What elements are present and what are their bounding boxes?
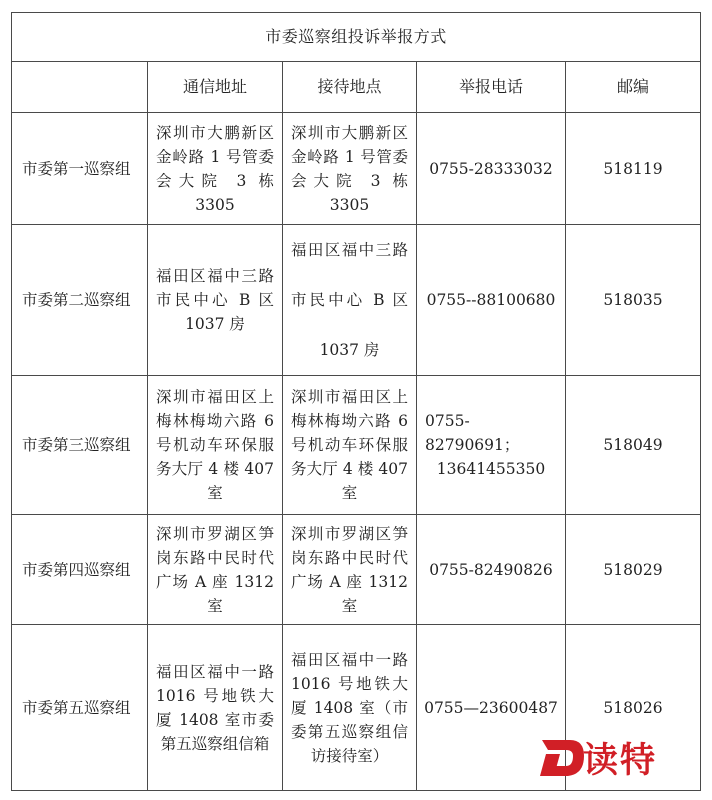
- table-title: 市委巡察组投诉举报方式: [12, 13, 701, 62]
- header-reception: 接待地点: [283, 62, 417, 113]
- table-row: [12, 515, 701, 625]
- reception-address: 福田区福中三路市民中心 B 区 1037 房: [283, 225, 417, 376]
- postcode: 518035: [566, 225, 701, 376]
- phone-number: 0755-82790691；13641455350: [417, 376, 566, 515]
- postcode: 518026: [566, 625, 701, 791]
- header-mail-address: 通信地址: [148, 62, 283, 113]
- group-name: 市委第四巡察组: [12, 515, 148, 625]
- mail-address: 福田区福中一路 1016 号地铁大厦 1408 室市委第五巡察组信箱: [148, 625, 283, 791]
- phone-number: 0755—23600487: [417, 625, 566, 791]
- group-name: 市委第三巡察组: [12, 376, 148, 515]
- phone-number: 0755-28333032: [417, 113, 566, 225]
- postcode: 518029: [566, 515, 701, 625]
- mail-address: 深圳市福田区上梅林梅坳六路 6 号机动车环保服务大厅 4 楼 407 室: [148, 376, 283, 515]
- mail-address: 深圳市罗湖区笋岗东路中民时代广场 A 座 1312 室: [148, 515, 283, 625]
- mail-address: 深圳市大鹏新区金岭路 1 号管委会大院 3 栋 3305: [148, 113, 283, 225]
- phone-number: 0755-82490826: [417, 515, 566, 625]
- header-phone: 举报电话: [417, 62, 566, 113]
- reception-address: 深圳市福田区上梅林梅坳六路 6 号机动车环保服务大厅 4 楼 407 室: [283, 376, 417, 515]
- header-row: [12, 62, 701, 113]
- group-name: 市委第一巡察组: [12, 113, 148, 225]
- table-row: [12, 376, 701, 515]
- phone-number: 0755--88100680: [417, 225, 566, 376]
- postcode: 518049: [566, 376, 701, 515]
- inspection-complaint-table: [11, 12, 701, 791]
- group-name: 市委第二巡察组: [12, 225, 148, 376]
- table-row: [12, 113, 701, 225]
- group-name: 市委第五巡察组: [12, 625, 148, 791]
- mail-address: 福田区福中三路市民中心 B 区 1037 房: [148, 225, 283, 376]
- header-blank: [12, 62, 148, 113]
- reception-address: 深圳市大鹏新区金岭路 1 号管委会大院 3 栋 3305: [283, 113, 417, 225]
- table-row: [12, 225, 701, 376]
- postcode: 518119: [566, 113, 701, 225]
- reception-address: 福田区福中一路 1016 号地铁大厦 1408 室（市委第五巡察组信访接待室）: [283, 625, 417, 791]
- watermark-text: 读特: [583, 741, 658, 781]
- header-postcode: 邮编: [566, 62, 701, 113]
- reception-address: 深圳市罗湖区笋岗东路中民时代广场 A 座 1312 室: [283, 515, 417, 625]
